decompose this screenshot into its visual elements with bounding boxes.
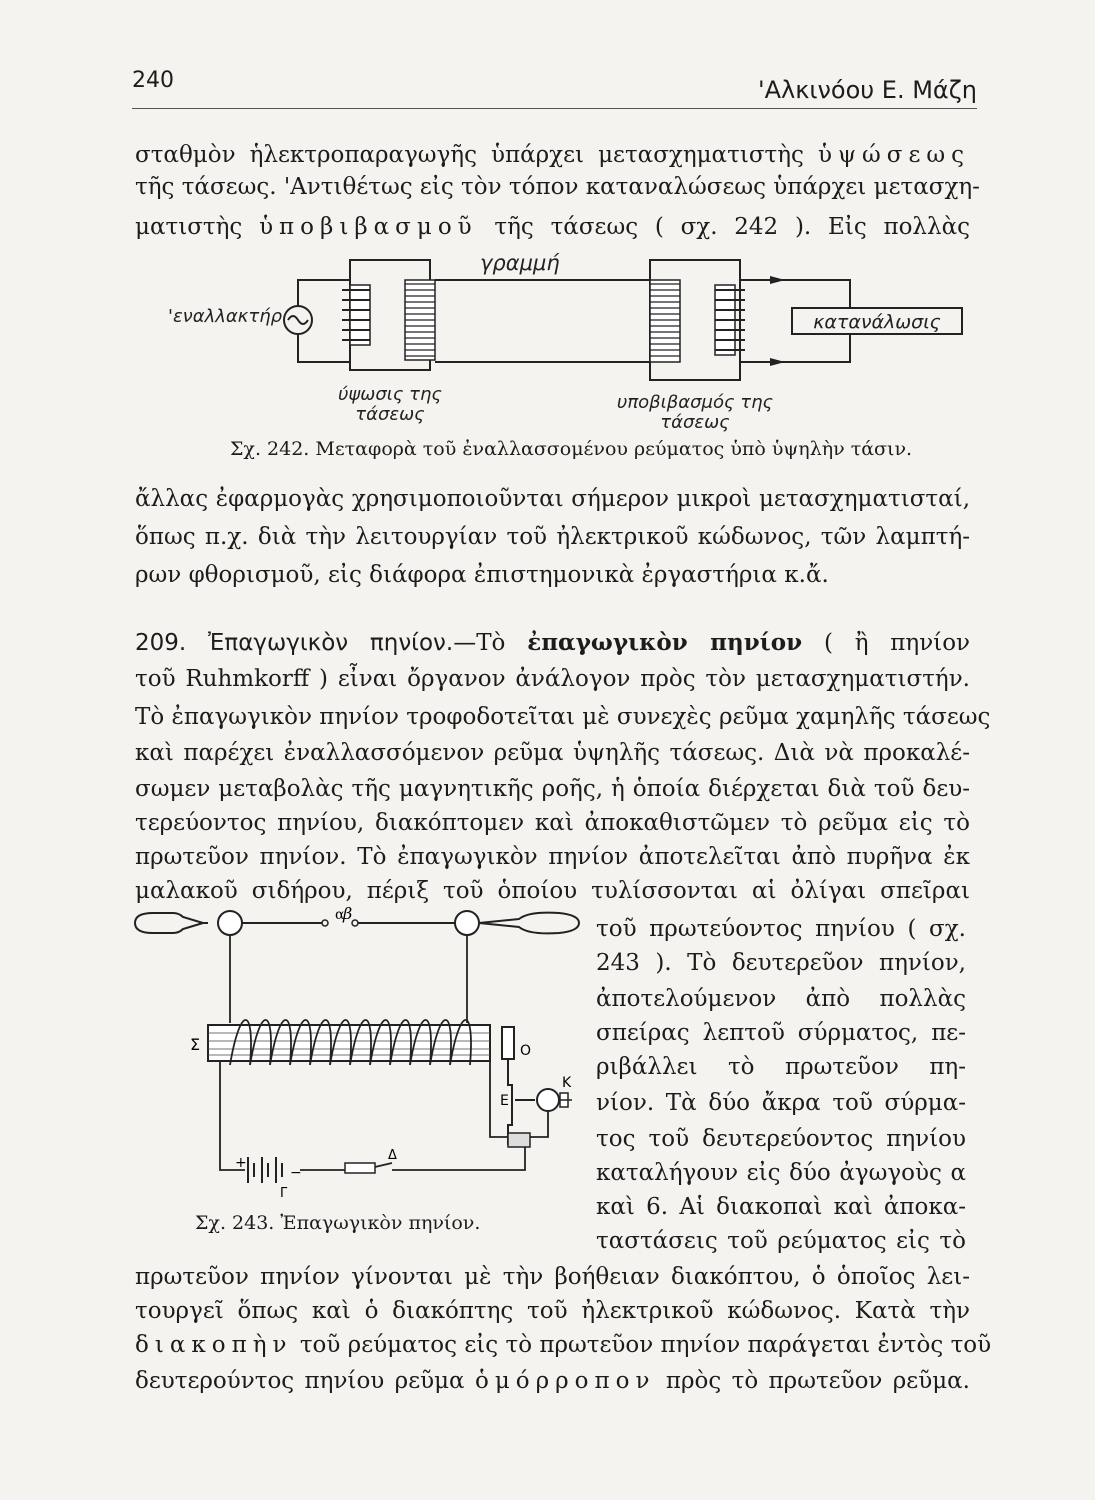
electrode-right [479, 913, 579, 934]
label-b: β [343, 905, 353, 923]
figure-243-caption: Σχ. 243. Ἐπαγωγικὸν πηνίον. [195, 1212, 481, 1234]
label-delta: Δ [388, 1148, 397, 1163]
label-alternator: 'εναλλακτήρ [168, 306, 283, 327]
label-step-up-1: ύψωσις της [338, 384, 442, 405]
switch [345, 1163, 375, 1173]
label-consumption: κατανάλωσις [813, 311, 941, 333]
label-E: Ε [500, 1093, 509, 1109]
page-header [132, 68, 977, 109]
text-line: μαλακοῦ σιδήρου, πέριξ τοῦ ὁποίου τυλίσσονται αἱ ὀλίγαι σπεῖραι [135, 878, 970, 904]
text-line: ἀποτελούμενον ἀπὸ πολλὰς [596, 986, 966, 1012]
interrupter-hammer [502, 1027, 514, 1059]
text-line: ματιστὴς ὑποβιβασμοῦ τῆς τάσεως ( σχ. 242 ). Εἰς πολλὰς [135, 214, 970, 240]
text-line: τοῦ Ruhmkorff ) εἶναι ὄργανον ἀνάλογον πρὸς τὸν μετασχηματιστήν. [135, 666, 970, 692]
text-line: τῆς τάσεως. 'Αντιθέτως εἰς τὸν τόπον καταναλώσεως ὑπάρχει μετασχη- [135, 174, 980, 200]
text-line: νίον. Τὰ δύο ἄκρα τοῦ σύρμα- [596, 1090, 966, 1116]
text-line: καταλήγουν εἰς δύο ἀγωγοὺς α [596, 1160, 966, 1186]
label-line: γραμμή [480, 251, 560, 275]
text-line: δευτερούντος πηνίου ρεῦμα ὁμόρροπον πρὸς τὸ πρωτεῦον ρεῦμα. [135, 1368, 970, 1394]
bold-term: ἐπαγωγικὸν πηνίον [527, 629, 803, 656]
label-a: α [335, 907, 345, 923]
text-line: 243 ). Τὸ δευτερεῦον πηνίον, [596, 950, 966, 976]
label-K: Κ [562, 1075, 572, 1091]
label-gamma: Γ [280, 1186, 288, 1201]
label-step-down-1: υποβιβασμός της [616, 392, 774, 413]
label-sigma: Σ [190, 1035, 201, 1054]
figure-242-caption: Σχ. 242. Μεταφορὰ τοῦ ἐναλλασσομένου ρεύματος ὑπὸ ὑψηλὴν τάσιν. [230, 438, 913, 460]
page-number: 240 [132, 68, 174, 93]
contact-screw [537, 1089, 559, 1111]
text-line: ρων φθορισμοῦ, εἰς διάφορα ἐπιστημονικὰ ἐργαστήρια κ.ἄ. [135, 562, 829, 588]
text-line: ριβάλλει τὸ πρωτεῦον πη- [596, 1054, 966, 1080]
text-line: τος τοῦ δευτερεύοντος πηνίου [596, 1126, 966, 1152]
section-title: 209. Ἐπαγωγικὸν πηνίον.— [135, 630, 477, 656]
figure-243-induction-coil [130, 905, 590, 1205]
label-minus: − [290, 1165, 302, 1181]
text-line: ἄλλας ἐφαρμογὰς χρησιμοποιοῦνται σήμερον μικροὶ μετασχηματισταί, [135, 486, 970, 512]
text-line: ὅπως π.χ. διὰ τὴν λειτουργίαν τοῦ ἠλεκτρικοῦ κώδωνος, τῶν λαμπτή- [135, 524, 970, 550]
label-step-up-2: τάσεως [355, 404, 425, 425]
text-line: σπείρας λεπτοῦ σύρματος, πε- [596, 1020, 966, 1046]
text-line: πρωτεῦον πηνίον γίνονται μὲ τὴν βοήθειαν διακόπτου, ὁ ὁποῖος λει- [135, 1264, 970, 1290]
text-line: σταθμὸν ἡλεκτροπαραγωγῆς ὑπάρχει μετασχηματιστὴς ὑψώσεως [135, 142, 970, 168]
text-line: τοῦ πρωτεύοντος πηνίου ( σχ. [596, 916, 966, 942]
text-line: σωμεν μεταβολὰς τῆς μαγνητικῆς ροῆς, ἡ ὁποία διέρχεται διὰ τοῦ δευ- [135, 776, 970, 802]
text-line: διακοπὴν τοῦ ρεύματος εἰς τὸ πρωτεῦον πηνίον παράγεται ἐντὸς τοῦ [135, 1332, 992, 1358]
text-line: Τὸ ἐπαγωγικὸν πηνίον τροφοδοτεῖται μὲ συνεχὲς ρεῦμα χαμηλῆς τάσεως [135, 704, 991, 730]
label-O: Ο [520, 1043, 532, 1059]
text-line: καὶ 6. Αἱ διακοπαὶ καὶ ἀποκα- [596, 1194, 966, 1220]
text-line: τουργεῖ ὅπως καὶ ὁ διακόπτης τοῦ ἠλεκτρικοῦ κώδωνος. Κατὰ τὴν [135, 1298, 970, 1324]
electrode-left [135, 913, 208, 923]
text-line: τερεύοντος πηνίου, διακόπτομεν καὶ ἀποκαθιστῶμεν τὸ ρεῦμα εἰς τὸ [135, 810, 970, 836]
text-line: καὶ παρέχει ἐναλλασσόμενον ρεῦμα ὑψηλῆς τάσεως. Διὰ νὰ προκαλέ- [135, 740, 970, 766]
label-step-down-2: τάσεως [660, 412, 730, 433]
label-plus: + [235, 1155, 247, 1171]
section-209-heading: 209. Ἐπαγωγικὸν πηνίον.—Τὸ ἐπαγωγικὸν πηνίον ( ἢ πηνίον [135, 629, 971, 656]
text-line: πρωτεῦον πηνίον. Τὸ ἐπαγωγικὸν πηνίον ἀποτελεῖται ἀπὸ πυρῆνα ἐκ [135, 844, 970, 870]
figure-242-transformer-diagram [150, 250, 970, 435]
text-line: ταστάσεις τοῦ ρεύματος εἰς τὸ [596, 1228, 966, 1254]
running-head: 'Αλκινόου Ε. Μάζη [758, 76, 977, 104]
